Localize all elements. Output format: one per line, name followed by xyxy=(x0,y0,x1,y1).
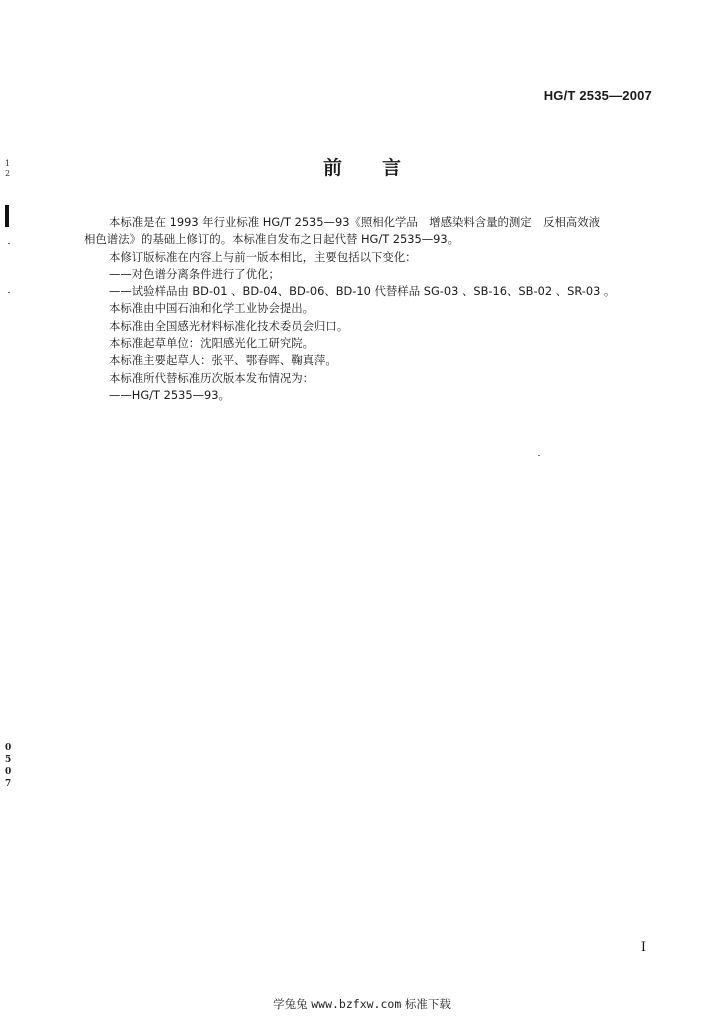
paragraph-intro-line-2: 相色谱法》的基础上修订的。本标准自发布之日起代替 HG/T 2535—93。 xyxy=(84,232,460,247)
footer-site-name: 学兔兔 xyxy=(273,997,308,1011)
scan-speck xyxy=(8,243,10,244)
paragraph-change-1: ——对色谱分离条件进行了优化； xyxy=(109,266,280,281)
footer-url[interactable]: www.bzfxw.com xyxy=(311,997,402,1011)
page-number: I xyxy=(640,940,646,955)
paragraph-centralized-by: 本标准由全国感光材料标准化技术委员会归口。 xyxy=(109,318,349,333)
paragraph-replaced-standard: ——HG/T 2535—93。 xyxy=(109,387,230,402)
margin-code xyxy=(5,742,15,790)
foreword-body xyxy=(84,214,664,404)
title-char-1: 前 xyxy=(322,157,342,179)
margin-code-digit: 0 xyxy=(5,767,12,777)
paragraph-drafters: 本标准主要起草人：张平、鄂春晖、鞠真萍。 xyxy=(109,353,337,368)
margin-code-digit: 7 xyxy=(5,779,12,789)
footer-suffix: 标准下载 xyxy=(404,997,451,1011)
page-title xyxy=(0,153,724,180)
paragraph-drafting-unit: 本标准起草单位：沈阳感光化工研究院。 xyxy=(109,336,315,351)
standard-number: HG/T 2535—2007 xyxy=(543,88,652,103)
paragraph-change-2: ——试验样品由 BD-01 、BD-04、BD-06、BD-10 代替样品 SG-03 、SB-16、SB-02 、SR-03 。 xyxy=(109,284,616,299)
title-char-2: 言 xyxy=(382,157,402,179)
margin-mark-top-1: 1 xyxy=(5,159,11,168)
paragraph-changes-intro: 本修订版标准在内容上与前一版本相比，主要包括以下变化： xyxy=(109,249,417,264)
footer-watermark xyxy=(0,996,724,1012)
margin-scan-bar xyxy=(5,205,9,227)
scan-speck xyxy=(538,455,540,456)
paragraph-proposed-by: 本标准由中国石油和化学工业协会提出。 xyxy=(109,301,315,316)
paragraph-replaced-history: 本标准所代替标准历次版本发布情况为： xyxy=(109,370,315,385)
scan-speck xyxy=(8,292,10,293)
margin-code-digit: 5 xyxy=(5,755,12,765)
margin-code-digit: 0 xyxy=(5,743,12,753)
margin-mark-top-2: 2 xyxy=(5,169,11,178)
paragraph-intro-line-1: 本标准是在 1993 年行业标准 HG/T 2535—93《照相化学品 增感染料含量的测定 反相高效液 xyxy=(109,215,601,229)
